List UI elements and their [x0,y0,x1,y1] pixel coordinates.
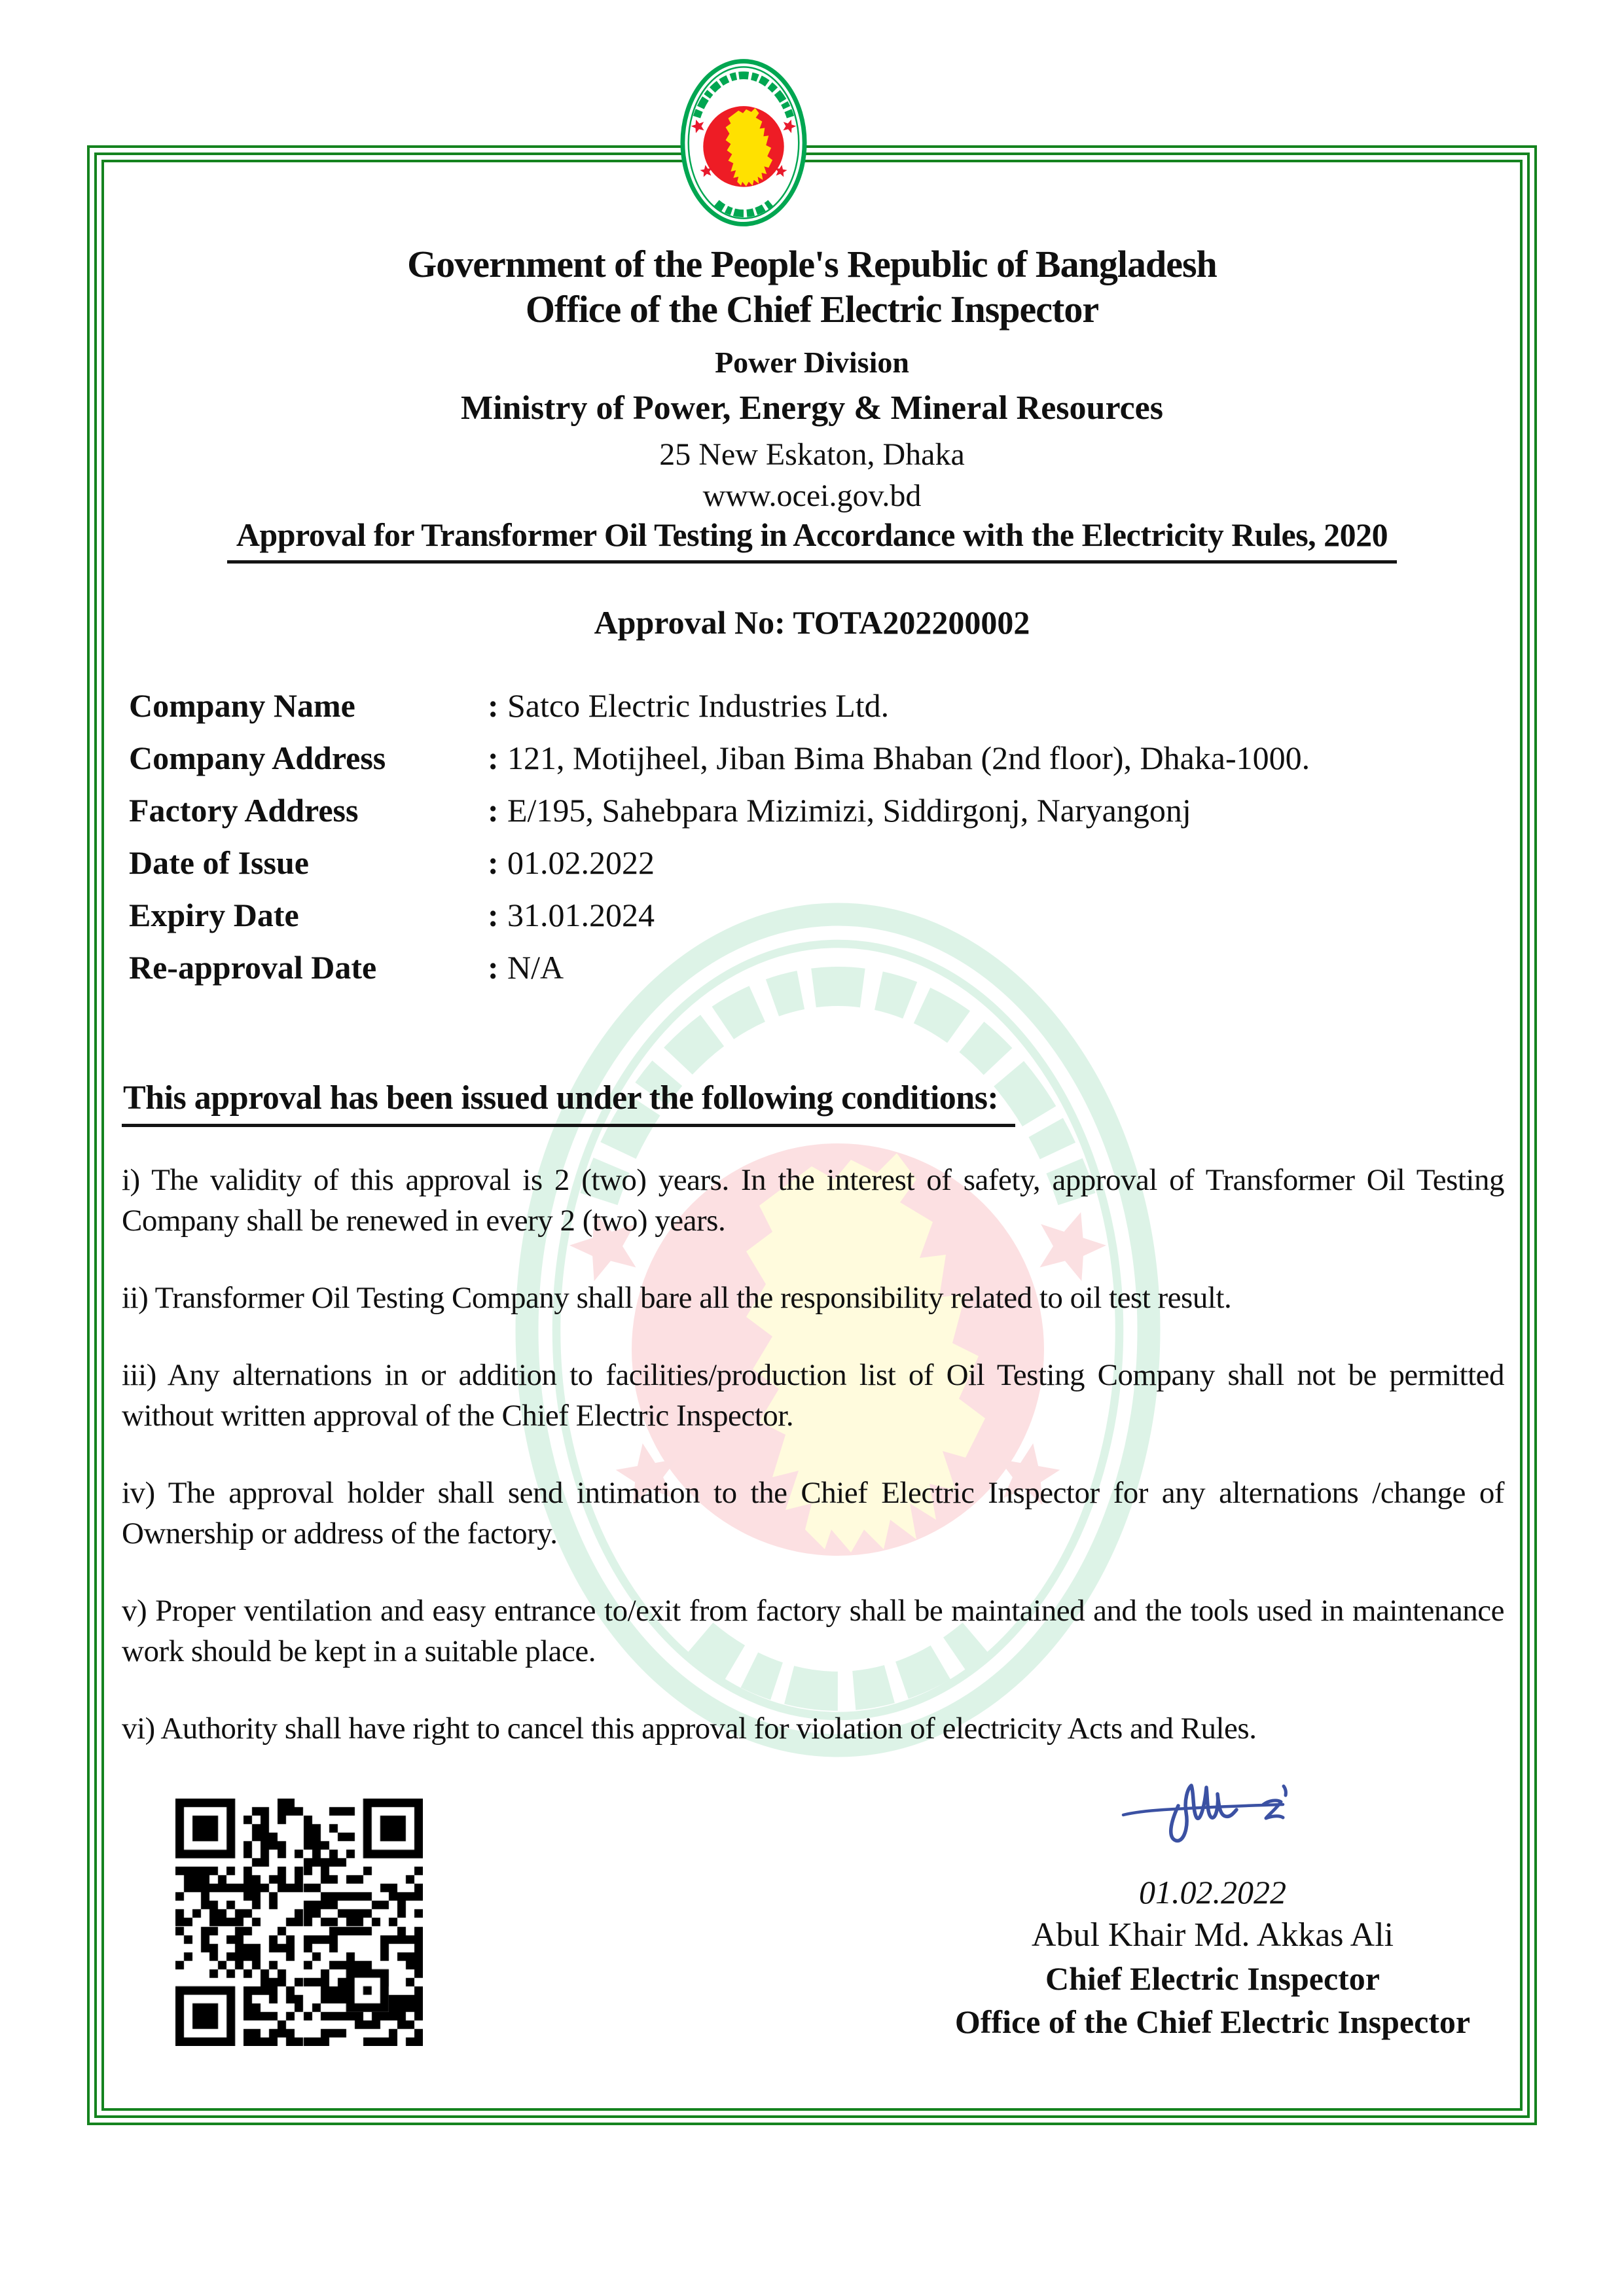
row-value: Satco Electric Industries Ltd. [507,687,890,724]
office-website: www.ocei.gov.bd [702,478,922,514]
row-value: 01.02.2022 [507,844,655,881]
condition-item: i) The validity of this approval is 2 (two) years. In the interest of safety, approval of Transformer Oil Testing Company shall be renewed in every 2 (two) years. [122,1163,1504,1238]
row-label: Date of Issue [129,844,309,881]
approval-number: Approval No: TOTA202200002 [594,604,1030,641]
ministry-name: Ministry of Power, Energy & Mineral Resources [460,389,1163,427]
condition-item: iii) Any alternations in or addition to facilities/production list of Oil Testing Company shall not be permitted without written approval of the Chief Electric Inspector. [122,1358,1504,1433]
document-title-wrap [0,516,1624,564]
division-name: Power Division [715,345,909,379]
signature-date: 01.02.2022 [1139,1874,1286,1910]
row-value: 121, Motijheel, Jiban Bima Bhaban (2nd floor), Dhaka-1000. [507,740,1310,776]
table-row [129,733,1504,785]
conditions-list [122,1160,1504,1785]
row-label: Factory Address [129,792,359,829]
table-row [129,681,1504,733]
row-label: Expiry Date [129,897,299,933]
row-label: Re-approval Date [129,949,377,986]
table-row [129,785,1504,838]
conditions-heading: This approval has been issued under the following conditions: [122,1079,1015,1127]
table-row [129,890,1504,942]
signatory-name: Abul Khair Md. Akkas Ali [1031,1916,1394,1954]
row-value: 31.01.2024 [507,897,655,933]
signatory-title: Chief Electric Inspector [1045,1960,1380,1997]
company-info-table [129,681,1504,995]
row-label: Company Address [129,740,386,776]
signature-scribble [1118,1767,1308,1859]
row-separator: : [488,740,499,776]
row-separator: : [488,844,499,881]
government-seal-logo [679,58,808,228]
conditions-heading-wrap [122,1079,1015,1127]
condition-item: iv) The approval holder shall send intimation to the Chief Electric Inspector for any alternations /change of Ownership or address of the factory. [122,1476,1504,1551]
office-name: Office of the Chief Electric Inspector [525,287,1099,331]
row-separator: : [488,949,499,986]
row-separator: : [488,792,499,829]
document-title: Approval for Transformer Oil Testing in Accordance with the Electricity Rules, 2020 [227,516,1397,564]
signatory-office: Office of the Chief Electric Inspector [954,2003,1471,2040]
row-value: E/195, Sahebpara Mizimizi, Siddirgonj, Naryangonj [507,792,1191,829]
government-name: Government of the People's Republic of Bangladesh [407,243,1217,285]
condition-item: vi) Authority shall have right to cancel this approval for violation of electricity Acts and Rules. [122,1712,1257,1746]
signature-block [936,1767,1489,2043]
condition-item: v) Proper ventilation and easy entrance to/exit from factory shall be maintained and the tools used in maintenance work should be kept in a suitable place. [122,1594,1504,1668]
row-label: Company Name [129,687,355,724]
table-row [129,942,1504,995]
row-separator: : [488,897,499,933]
row-separator: : [488,687,499,724]
letterhead [0,243,1624,514]
table-row [129,838,1504,890]
qr-code [175,1799,423,2046]
row-value: N/A [507,949,564,986]
office-address: 25 New Eskaton, Dhaka [659,437,965,472]
condition-item: ii) Transformer Oil Testing Company shall bare all the responsibility related to oil test result. [122,1281,1232,1315]
